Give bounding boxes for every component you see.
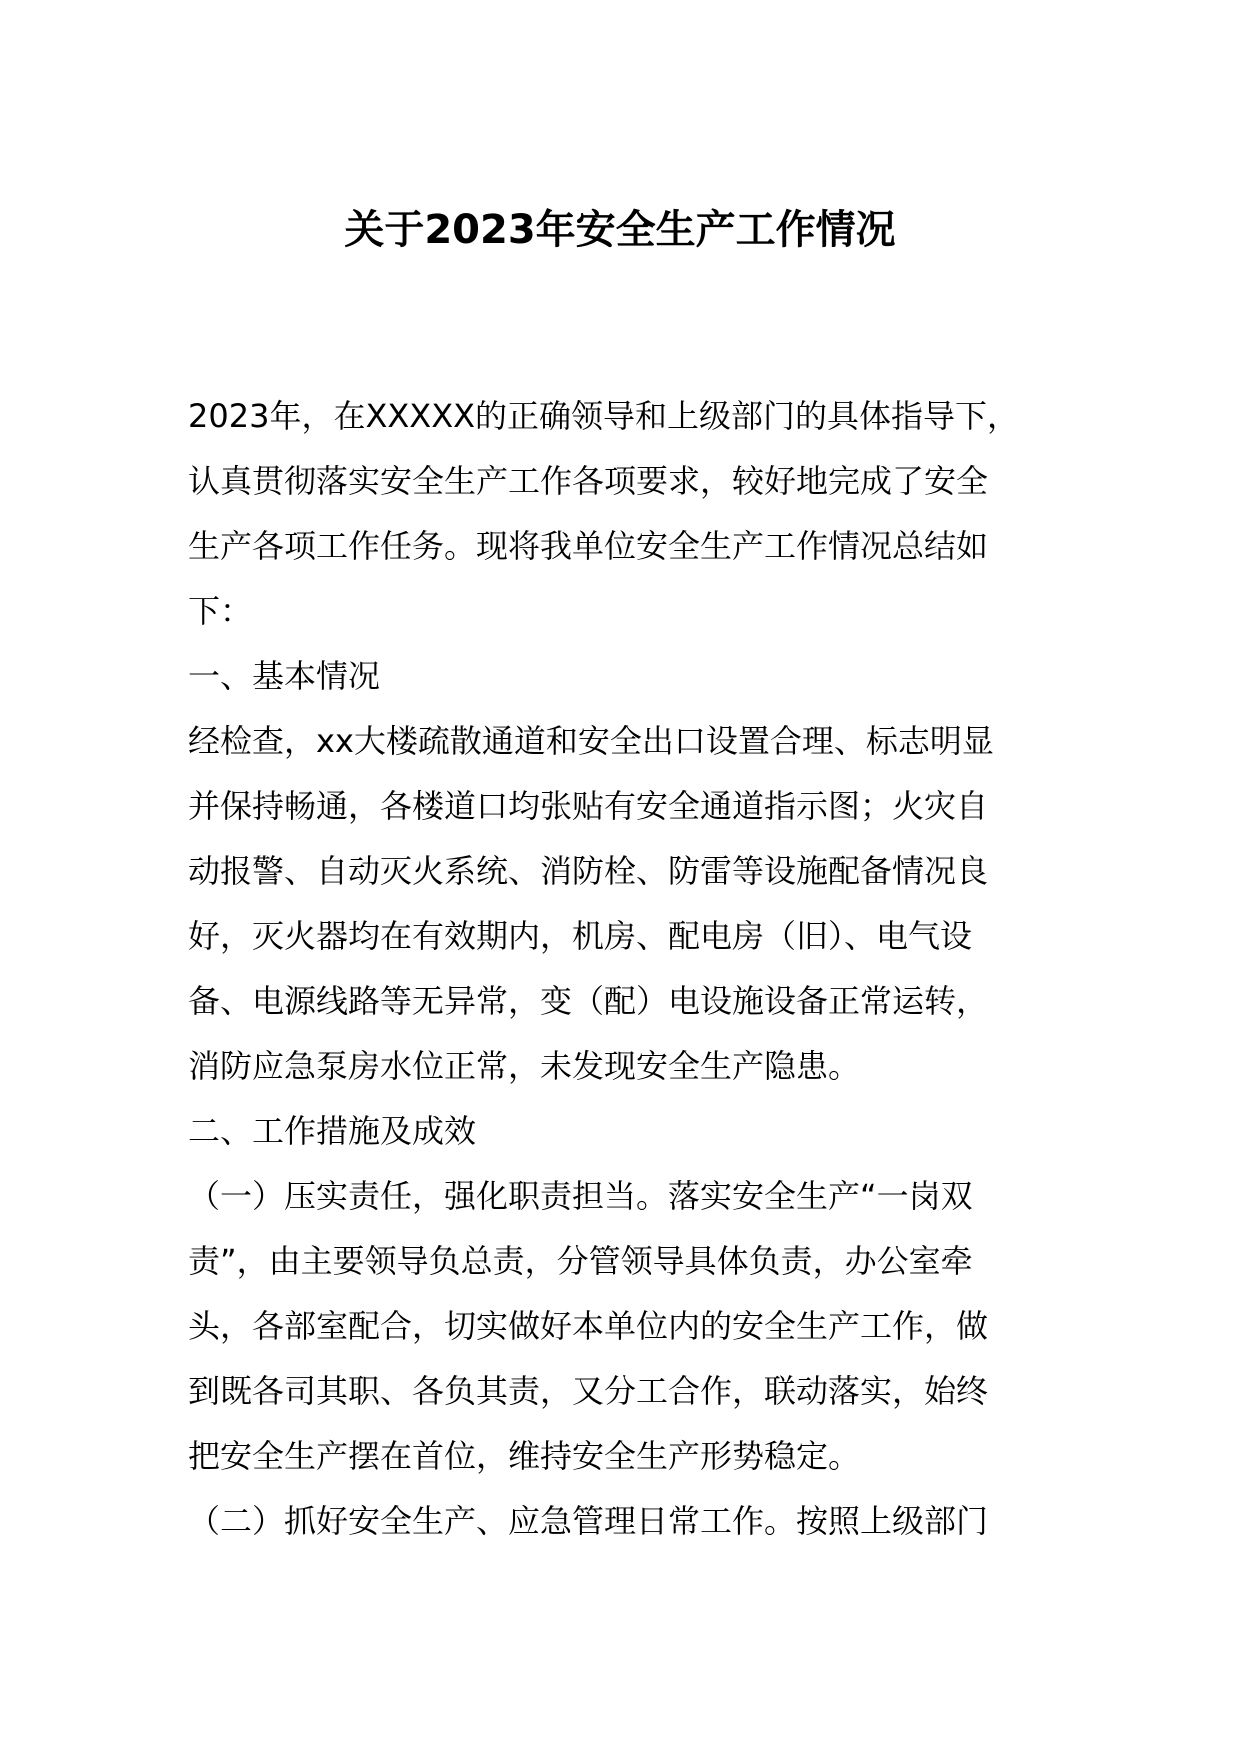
body-line: （一）压实责任，强化职责担当。落实安全生产“一岗双 bbox=[188, 1177, 973, 1215]
body-line: 把安全生产摆在首位，维持安全生产形势稳定。 bbox=[188, 1437, 861, 1475]
document-title: 关于2023年安全生产工作情况 bbox=[344, 207, 896, 253]
body-line: 认真贯彻落实安全生产工作各项要求，较好地完成了安全 bbox=[188, 462, 989, 500]
section-heading: 二、工作措施及成效 bbox=[188, 1112, 477, 1150]
body-line: 2023年，在XXXXX的正确领导和上级部门的具体指导下， bbox=[188, 397, 1020, 435]
body-line: 下： bbox=[188, 592, 253, 630]
body-line: 备、电源线路等无异常，变（配）电设施设备正常运转， bbox=[188, 982, 989, 1020]
body-line: 经检查，xx大楼疏散通道和安全出口设置合理、标志明显 bbox=[188, 722, 994, 760]
body-line: 头，各部室配合，切实做好本单位内的安全生产工作，做 bbox=[188, 1307, 989, 1345]
body-line: 到既各司其职、各负其责，又分工合作，联动落实，始终 bbox=[188, 1372, 989, 1410]
body-line: 好，灭火器均在有效期内，机房、配电房（旧）、电气设 bbox=[188, 917, 973, 955]
body-line: 生产各项工作任务。现将我单位安全生产工作情况总结如 bbox=[188, 527, 989, 565]
body-line: 动报警、自动灭火系统、消防栓、防雷等设施配备情况良 bbox=[188, 852, 989, 890]
body-line: （二）抓好安全生产、应急管理日常工作。按照上级部门 bbox=[188, 1502, 989, 1540]
body-line: 消防应急泵房水位正常，未发现安全生产隐患。 bbox=[188, 1047, 861, 1085]
body-line: 责”，由主要领导负总责，分管领导具体负责，办公室牵 bbox=[188, 1242, 973, 1280]
section-heading: 一、基本情况 bbox=[188, 657, 381, 695]
body-line: 并保持畅通，各楼道口均张贴有安全通道指示图；火灾自 bbox=[188, 787, 989, 825]
